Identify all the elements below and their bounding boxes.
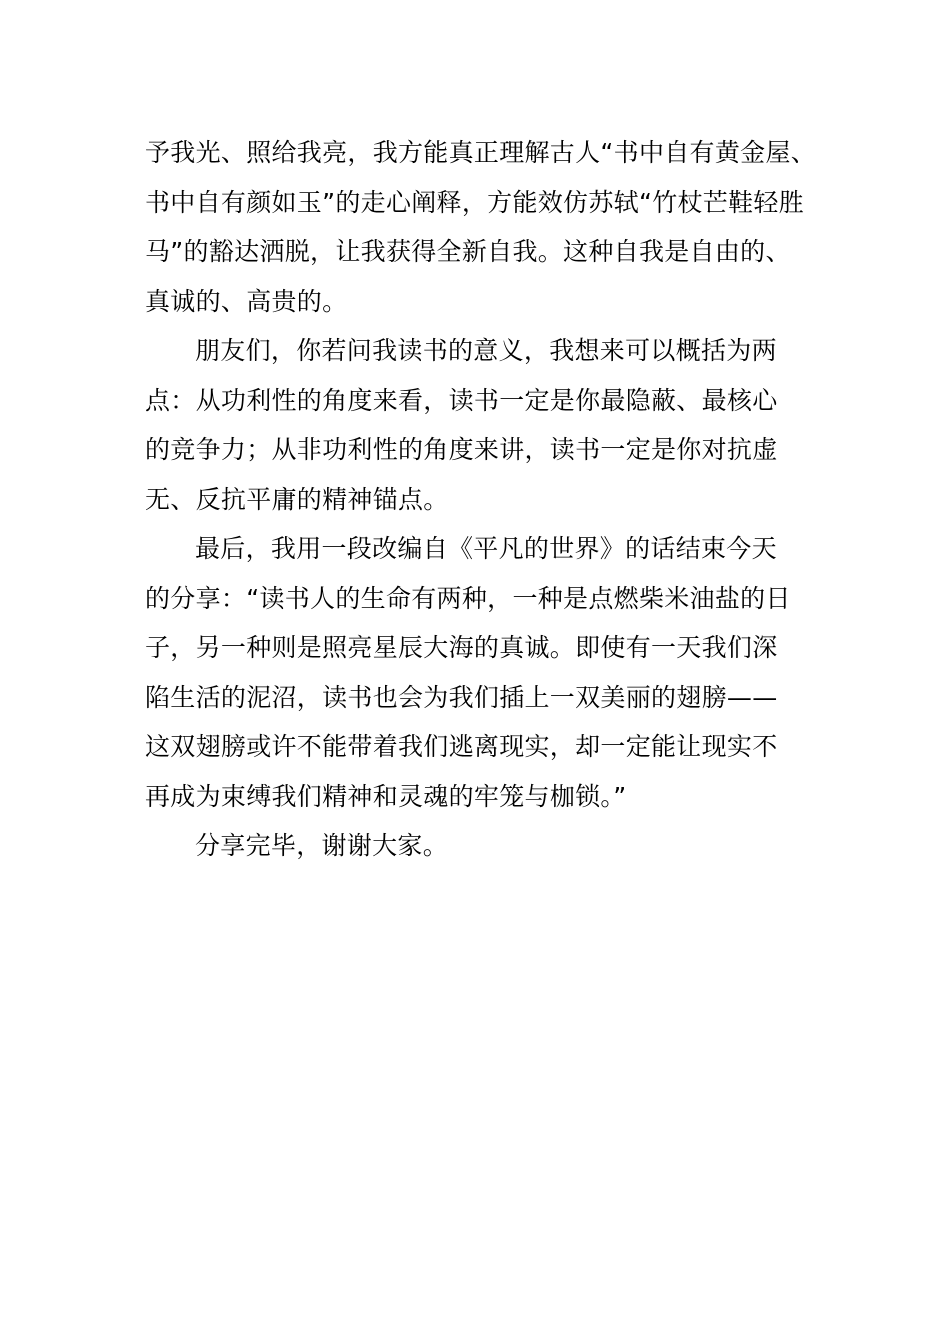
text-line: 朋友们，你若问我读书的意义，我想来可以概括为两 bbox=[195, 336, 777, 365]
text-line: 的竞争力；从非功利性的角度来讲，读书一定是你对抗虚 bbox=[145, 435, 778, 464]
text-line: 的分享：“读书人的生命有两种，一种是点燃柴米油盐的日 bbox=[145, 583, 791, 613]
paragraph-3 bbox=[145, 524, 810, 821]
body-text bbox=[145, 128, 817, 871]
text-line: 书中自有颜如玉”的走心阐释，方能效仿苏轼“竹杖芒鞋轻胜 bbox=[145, 187, 805, 217]
text-line: 这双翅膀或许不能带着我们逃离现实，却一定能让现实不 bbox=[145, 732, 778, 761]
text-line: 最后，我用一段改编自《平凡的世界》的话结束今天 bbox=[195, 534, 777, 563]
paragraph-2 bbox=[145, 326, 810, 524]
text-line: 马”的豁达洒脱，让我获得全新自我。这种自我是自由的、 bbox=[145, 237, 791, 266]
text-line: 子，另一种则是照亮星辰大海的真诚。即使有一天我们深 bbox=[145, 633, 778, 662]
text-line: 真诚的、高贵的。 bbox=[145, 286, 348, 316]
text-line: 予我光、照给我亮，我方能真正理解古人“书中自有黄金屋、 bbox=[145, 138, 817, 167]
text-line: 再成为束缚我们精神和灵魂的牢笼与枷锁。” bbox=[145, 781, 627, 811]
text-line: 陷生活的泥沼，读书也会为我们插上一双美丽的翅膀—— bbox=[145, 682, 778, 712]
text-line: 分享完毕，谢谢大家。 bbox=[195, 831, 449, 860]
paragraph-4 bbox=[145, 821, 810, 871]
text-line: 点：从功利性的角度来看，读书一定是你最隐蔽、最核心 bbox=[145, 385, 778, 415]
text-line: 无、反抗平庸的精神锚点。 bbox=[145, 484, 449, 514]
paragraph-1 bbox=[145, 128, 817, 326]
